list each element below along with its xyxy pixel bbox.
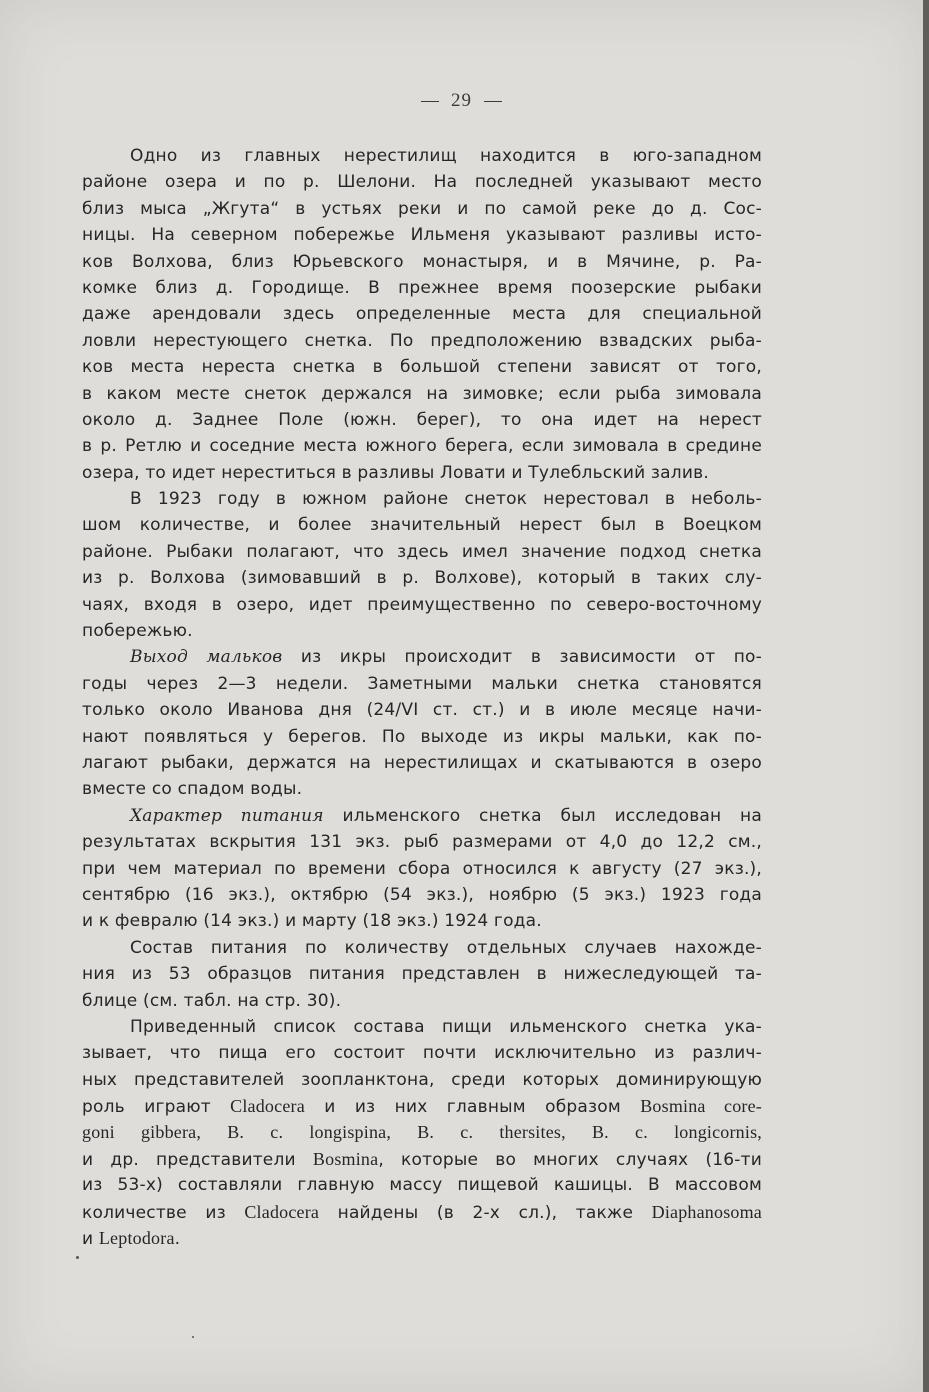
line-text: лагают рыбаки, держатся на нерестилищах и скатываются в озеро xyxy=(82,752,762,773)
text-line xyxy=(82,1199,762,1225)
line-text: в р. Ретлю и соседние места южного берега, если зимовала в средине xyxy=(82,436,762,457)
line-text: и xyxy=(82,1229,99,1250)
line-text: и к февралю (14 экз.) и марту (18 экз.) 1924 года. xyxy=(82,911,542,932)
text-line xyxy=(82,935,762,961)
text-line xyxy=(82,565,762,591)
line-text: озера, то идет нереститься в разливы Ловати и Тулебльский залив. xyxy=(82,462,709,483)
text-line xyxy=(82,776,762,802)
latin-term: Leptodora xyxy=(98,1228,175,1249)
text-line xyxy=(82,803,762,829)
line-text: чаях, входя в озеро, идет преимущественно по северо-восточному xyxy=(82,594,762,615)
line-text: при чем материал по времени сбора относился к августу (27 экз.), xyxy=(82,858,762,879)
latin-term: Bosmina core- xyxy=(640,1096,762,1117)
text-line xyxy=(82,724,762,750)
text-line xyxy=(82,275,762,301)
line-text: . xyxy=(174,1229,181,1250)
line-text: около д. Заднее Поле (южн. берег), то она идет на нерест xyxy=(82,409,762,430)
text-line xyxy=(82,1014,762,1040)
speck xyxy=(192,1336,194,1338)
text-line xyxy=(82,222,762,248)
text-line xyxy=(82,143,762,169)
dash-left xyxy=(421,101,439,102)
text-line xyxy=(82,249,762,275)
text-line xyxy=(82,512,762,538)
latin-term: Bosmina xyxy=(312,1148,379,1169)
text-line xyxy=(82,750,762,776)
text-line xyxy=(82,169,762,195)
latin-term: goni gibbera, B. c. longispina, B. c. thersites, B. c. longicornis, xyxy=(82,1122,762,1143)
text-line xyxy=(82,1093,762,1119)
line-text: шом количестве, и более значительный нерест был в Воецком xyxy=(82,515,762,536)
line-text: зывает, что пища его состоит почти исключительно из различ- xyxy=(82,1043,762,1064)
line-text: даже арендовали здесь определенные места для специальной xyxy=(82,304,762,325)
text-line xyxy=(82,908,762,934)
line-text: ных представителей зоопланктона, среди которых доминирующую xyxy=(82,1069,762,1090)
text-line xyxy=(82,354,762,380)
text-line xyxy=(82,671,762,697)
latin-term: Diaphanosoma xyxy=(651,1201,762,1222)
italic-lead: Выход мальков xyxy=(130,647,283,668)
line-text: ловли нерестующего снетка. По предположению взвадских рыба- xyxy=(82,330,762,351)
line-text: ницы. На северном побережье Ильменя указывают разливы исто- xyxy=(82,225,762,246)
line-text: нают появляться у берегов. По выходе из икры мальки, как по- xyxy=(82,726,762,747)
line-text: найдены (в 2-х сл.), также xyxy=(319,1202,652,1223)
text-line xyxy=(82,829,762,855)
line-text: близ мыса „Жгута“ в устьях реки и по самой реке до д. Сос- xyxy=(82,198,762,219)
line-text: блице (см. табл. на стр. 30). xyxy=(82,990,342,1011)
line-text: ния из 53 образцов питания представлен в нижеследующей та- xyxy=(82,964,762,985)
text-line xyxy=(82,856,762,882)
text-line xyxy=(82,196,762,222)
line-text: количестве из xyxy=(82,1202,245,1223)
text-line xyxy=(82,433,762,459)
line-text: и др. представители xyxy=(82,1149,313,1170)
line-text: только около Иванова дня (24/VI ст. ст.) и в июле месяце начи- xyxy=(82,700,762,721)
text-line xyxy=(82,407,762,433)
line-text: В 1923 году в южном районе снеток нерестовал в неболь- xyxy=(130,489,762,510)
line-text: районе озера и по р. Шелони. На последней указывают место xyxy=(82,172,762,193)
text-line xyxy=(82,592,762,618)
line-text: годы через 2—3 недели. Заметными мальки снетка становятся xyxy=(82,673,762,694)
line-text: из 53-х) составляли главную массу пищевой кашицы. В массовом xyxy=(82,1175,762,1196)
body-text xyxy=(82,143,762,1251)
dash-right xyxy=(484,101,502,102)
text-line xyxy=(82,301,762,327)
line-text: ильменского снетка был исследован на xyxy=(323,805,762,826)
text-line xyxy=(82,644,762,670)
text-line xyxy=(82,486,762,512)
text-line xyxy=(82,1067,762,1093)
text-line xyxy=(82,1040,762,1066)
line-text: из икры происходит в зависимости от по- xyxy=(282,647,762,668)
line-text: и из них главным образом xyxy=(304,1097,641,1118)
latin-term: Cladocera xyxy=(230,1096,305,1117)
line-text: в каком месте снеток держался на зимовке; если рыба зимовала xyxy=(82,383,762,404)
line-text: комке близ д. Городище. В прежнее время поозерские рыбаки xyxy=(82,277,762,298)
line-text: результатах вскрытия 131 экз. рыб размерами от 4,0 до 12,2 см., xyxy=(82,832,762,853)
line-text: роль играют xyxy=(82,1097,231,1118)
line-text: районе. Рыбаки полагают, что здесь имел значение подход снетка xyxy=(82,541,762,562)
text-line xyxy=(82,697,762,723)
line-text: Состав питания по количеству отдельных случаев нахожде- xyxy=(130,937,762,958)
latin-term: Cladocera xyxy=(244,1201,320,1222)
line-text: , которые во многих случаях (16-ти xyxy=(378,1149,762,1170)
page-edge-shadow xyxy=(923,0,929,1392)
page-number xyxy=(0,90,923,112)
text-line xyxy=(82,1225,762,1251)
speck xyxy=(76,1256,79,1259)
text-line xyxy=(82,539,762,565)
line-text: из р. Волхова (зимовавший в р. Волхове), который в таких слу- xyxy=(82,568,762,589)
line-text: Приведенный список состава пищи ильменского снетка ука- xyxy=(130,1016,762,1037)
text-line xyxy=(82,1119,762,1145)
line-text: побережью. xyxy=(82,621,193,642)
line-text: ков Волхова, близ Юрьевского монастыря, и в Мячине, р. Ра- xyxy=(82,251,762,272)
italic-lead: Характер питания xyxy=(130,805,324,826)
line-text: ков места нереста снетка в большой степени зависят от того, xyxy=(82,357,762,378)
text-line xyxy=(82,1146,762,1172)
text-line xyxy=(82,988,762,1014)
text-line xyxy=(82,328,762,354)
text-line xyxy=(82,460,762,486)
line-text: сентябрю (16 экз.), октябрю (54 экз.), ноябрю (5 экз.) 1923 года xyxy=(82,884,762,905)
text-line xyxy=(82,618,762,644)
line-text: вместе со спадом воды. xyxy=(82,779,303,800)
text-line xyxy=(82,882,762,908)
text-line xyxy=(82,381,762,407)
line-text: Одно из главных нерестилищ находится в юго-западном xyxy=(130,146,762,166)
text-line xyxy=(82,961,762,987)
page-number-value: 29 xyxy=(451,90,472,111)
text-line xyxy=(82,1172,762,1198)
